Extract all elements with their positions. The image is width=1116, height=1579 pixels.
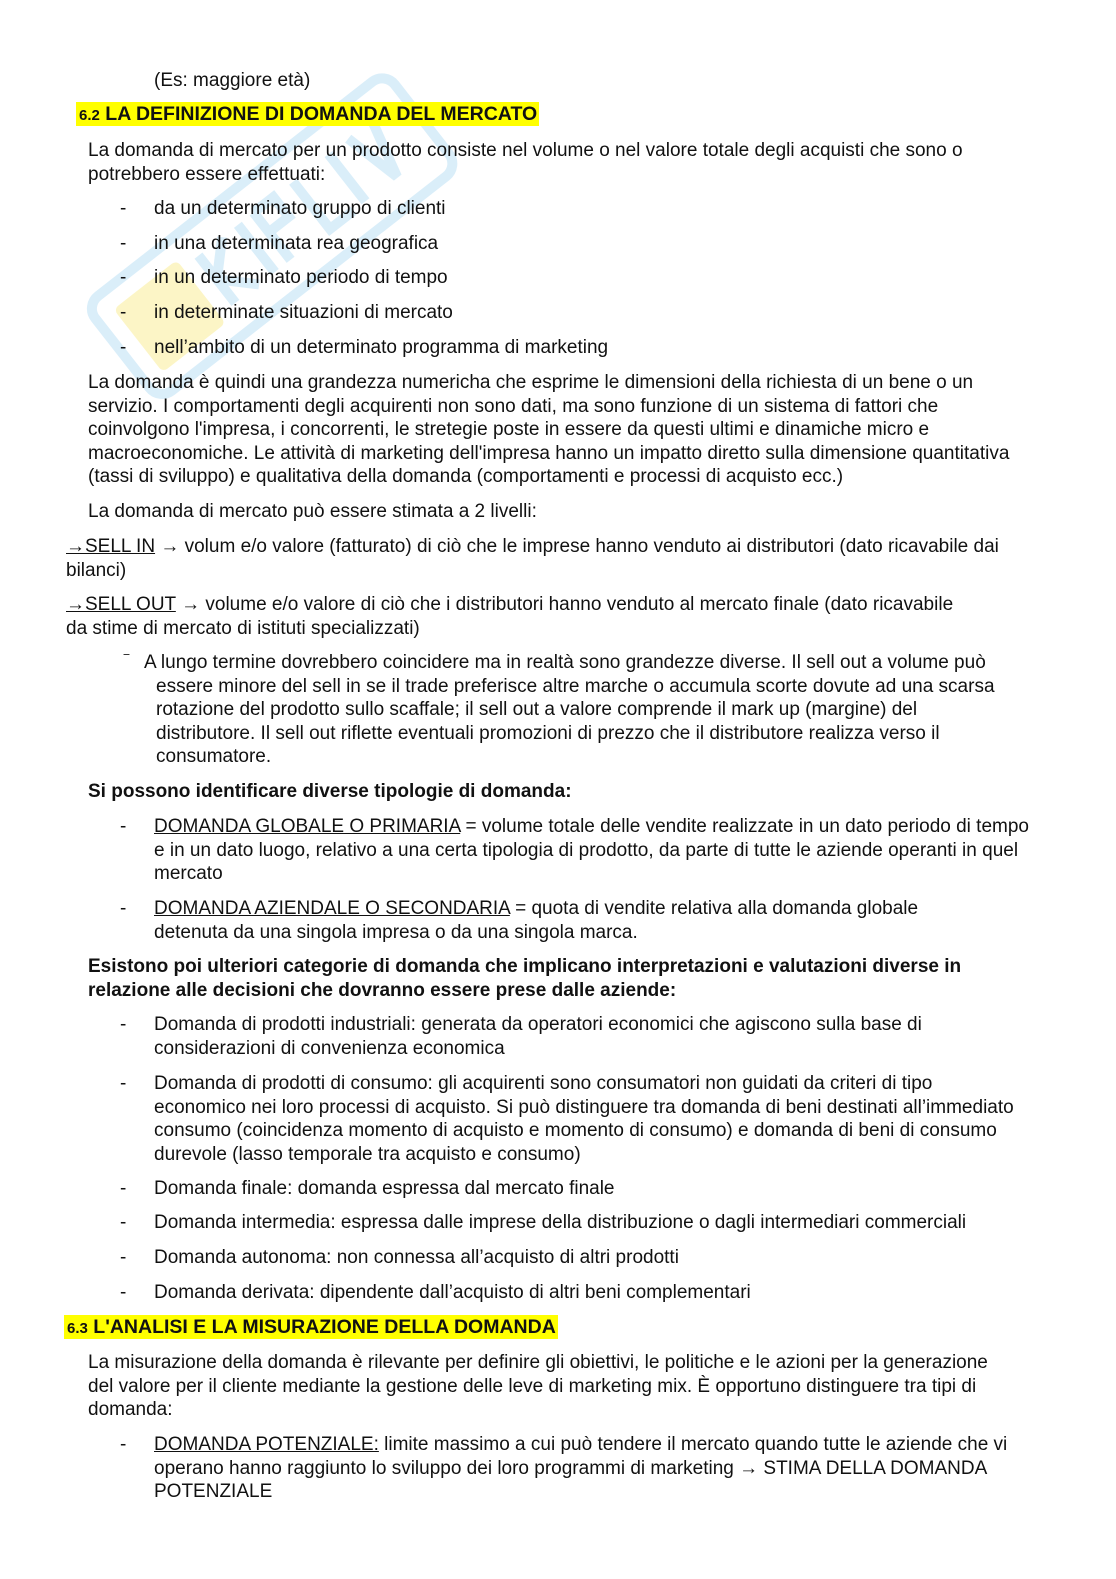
sell-note: A lungo termine dovrebbero coincidere ma in realtà sono grandezze diverse. Il sell out a volume può essere minore del sell in se il trade preferisce altre marche o accumula scorte dovute ad una scarsa rotazione del prodotto sullo scaffale; il sell out a valore comprende il mark up (margine) del distributore. Il sell out riflette eventuali promozioni di prezzo che il distributore realizza verso il consumatore. xyxy=(144,652,995,767)
section-intro: La misurazione della domanda è rilevante per definire gli obiettivi, le politiche e le azioni per la generazione del valore per il cliente mediante la gestione delle leve di marketing mix. È opportuno distinguere tra tipi di domanda: xyxy=(88,1352,988,1420)
section-heading-6-2 xyxy=(76,102,539,128)
categories-heading: Esistono poi ulteriori categorie di domanda che implicano interpretazioni e valutazioni diverse in relazione alle decisioni che dovranno essere prese dalle aziende: xyxy=(88,956,962,1001)
section-title: LA DEFINIZIONE DI DOMANDA DEL MERCATO xyxy=(105,103,538,125)
sell-out-arrow: → xyxy=(66,594,85,615)
levels-intro: La domanda di mercato può essere stimata a 2 livelli: xyxy=(88,501,537,522)
note-marker: ‾ xyxy=(124,653,129,670)
sell-in-arrow: → xyxy=(66,536,85,557)
sell-in-text: → volum e/o valore (fatturato) di ciò che le imprese hanno venduto ai distributori (dato ricavabile dai bilanci) xyxy=(66,536,999,581)
sell-in-item xyxy=(66,535,1041,582)
section-number: 6.2 xyxy=(79,107,100,124)
paragraph-domanda: La domanda è quindi una grandezza numericha che esprime le dimensioni della richiesta di un bene o un servizio. I comportamenti degli acquirenti non sono dati, ma sono funzione di un sistema di fattori che coinvolgono l'impresa, i concorrenti, le stretegie poste in essere da questi ultimi e dinamiche micro e macroeconomiche. Le attività di marketing dell'impresa hanno un impatto diretto sulla dimensione quantitativa (tassi di sviluppo) e qualitativa della domanda (comportamenti e processi di acquisto ecc.) xyxy=(88,372,1010,487)
section-title: L'ANALISI E LA MISURAZIONE DELLA DOMANDA xyxy=(93,1316,556,1338)
types-heading: Si possono identificare diverse tipologie di domanda: xyxy=(88,781,572,802)
sell-out-text: → volume e/o valore di ciò che i distributori hanno venduto al mercato finale (dato ricavabile da stime di mercato di istituti specializzati) xyxy=(66,594,954,639)
document-page: (Es: maggiore età) 6.2 LA DEFINIZIONE DI DOMANDA DEL MERCATO La domanda di mercato per un prodotto consiste nel volume o nel valore totale degli acquisti che sono o potrebbero essere effettuati: - da un determinato gruppo di clienti - in una determinata rea geografica - in un determinato periodo di tempo - in determinate situazioni di mercato - nell’ambito di un determinato programma di marketing La domanda è quindi una grandezza numericha che esprime le dimensioni della richiesta di un bene o un servizio. I comportamenti degli acquirenti non sono dati, ma sono funzione di un sistema di fattori che coinvolgono l'impresa, i concorrenti, le stretegie poste in essere da questi ultimi e dinamiche micro e macroeconomiche. Le attività di marketing dell'impresa hanno un impatto diretto sulla dimensione quantitativa (tassi di sviluppo) e qualitativa della domanda (comportamenti e processi di acquisto ecc.) La domanda di mercato può essere stimata a 2 livelli: →SELL IN → volum e/o valore (fatturato) di ciò che le imprese hanno venduto ai distributori (dato ricavabile dai bilanci) →SELL OUT → volume e/o valore di ciò che i distributori hanno venduto al mercato finale (dato ricavabile da stime di mercato di istituti specializzati) ‾ A lungo termine dovrebbero coincidere ma in realtà sono grandezze diverse. Il sell out a volume può essere minore del sell in se il trade preferisce altre marche o accumula scorte dovute ad una scarsa rotazione del prodotto sullo scaffale; il sell out a valore comprende il mark up (margine) del distributore. Il sell out riflette eventuali promozioni di prezzo che il distributore realizza verso il consumatore. Si possono identificare diverse tipologie di domanda: - DOMANDA GLOBALE O PRIMARIA = volume totale delle vendite realizzate in un dato periodo di tempo e in un dato luogo, relativo a una certa tipologia di prodotto, da parte di tutte le aziende operanti in quel mercato - DOMANDA AZIENDALE O SECONDARIA = quota di vendite relativa alla domanda globale detenuta da una singola impresa o da una singola marca. Esistono poi ulteriori categorie di domanda che implicano interpretazioni e valutazioni diverse in relazione alle decisioni che dovranno essere prese dalle aziende: - Domanda di prodotti industriali: generata da operatori economici che agiscono sulla base di considerazioni di convenienza economica - Domanda di prodotti di consumo: gli acquirenti sono consumatori non guidati da criteri di tipo economico nei loro processi di acquisto. Si può distinguere tra domanda di beni destinati all’immediato consumo (coincidenza momento di acquisto e momento di consumo) e domanda di beni di consumo durevole (lasso temporale tra acquisto e consumo) - Domanda finale: domanda espressa dal mercato finale - Domanda intermedia: espressa dalle imprese della distribuzione o dagli intermediari commerciali - Domanda autonoma: non connessa all’acquisto di altri prodotti - Domanda derivata: dipendente dall’acquisto di altri beni complementari 6.3 L'ANALISI E LA MISURAZIONE DELLA DOMANDA La misurazione della domanda è rilevante per definire gli obiettivi, le politiche e le azioni per la generazione del valore per il cliente mediante la gestione delle leve di marketing mix. È opportuno distinguere tra tipi di domanda: - DOMANDA POTENZIALE: limite massimo a cui può tendere il mercato quando tutte le aziende che vi operano hanno raggiunto lo sviluppo dei loro programmi di marketing → STIMA DELLA DOMANDA POTENZIALE xyxy=(0,0,1116,1579)
sell-in-label: SELL IN xyxy=(85,536,156,557)
section-intro: La domanda di mercato per un prodotto consiste nel volume o nel valore totale degli acquisti che sono o potrebbero essere effettuati: xyxy=(88,140,963,185)
sell-out-item xyxy=(66,593,966,640)
sell-out-label: SELL OUT xyxy=(85,594,176,615)
section-number: 6.3 xyxy=(67,1320,88,1337)
section-heading-6-3 xyxy=(64,1315,558,1341)
intro-example: (Es: maggiore età) xyxy=(154,70,311,91)
